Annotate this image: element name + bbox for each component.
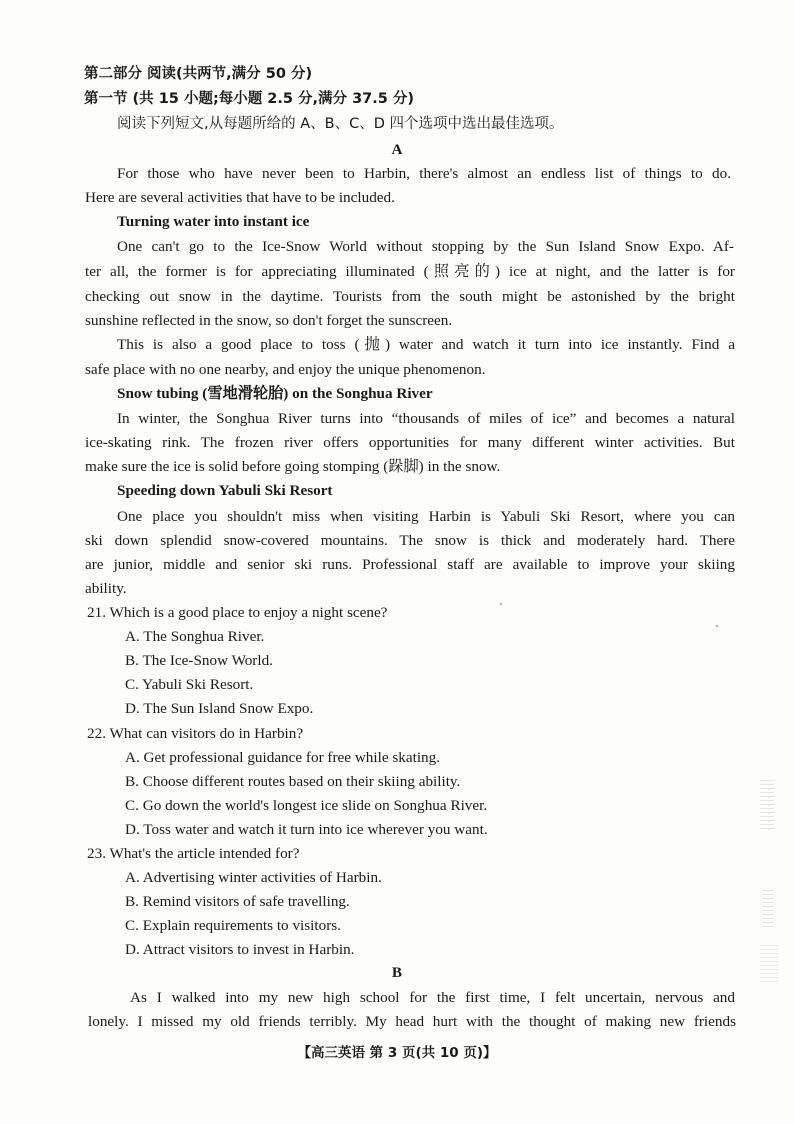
question-stem: 21. Which is a good place to enjoy a night scene? — [87, 604, 388, 621]
question-stem: 22. What can visitors do in Harbin? — [87, 725, 304, 742]
question-option[interactable]: B. Remind visitors of safe travelling. — [125, 893, 350, 910]
passage-a-line: sunshine reflected in the snow, so don't forget the sunscreen. — [85, 312, 453, 329]
passage-b-label: B — [391, 964, 403, 981]
passage-a-line: ability. — [85, 580, 127, 597]
passage-a-line: safe place with no one nearby, and enjoy the unique phenomenon. — [85, 361, 486, 378]
passage-a-line: checking out snow in the daytime. Tourists from the south might be astonished by the bright — [85, 288, 735, 305]
question-option[interactable]: B. Choose different routes based on their skiing ability. — [125, 773, 461, 790]
page-footer: 【高三英语 第 3 页(共 10 页)】 — [297, 1045, 497, 1061]
question-option[interactable]: D. The Sun Island Snow Expo. — [125, 700, 314, 717]
passage-a-line: In winter, the Songhua River turns into “thousands of miles of ice” and becomes a natural — [117, 410, 735, 427]
passage-a-label: A — [391, 141, 403, 158]
scan-noise — [762, 890, 774, 930]
part-title: 第二部分 阅读(共两节,满分 50 分) — [84, 66, 313, 82]
question-option[interactable]: D. Attract visitors to invest in Harbin. — [125, 941, 355, 958]
question-option[interactable]: C. Yabuli Ski Resort. — [125, 676, 254, 693]
passage-a-subheading: Speeding down Yabuli Ski Resort — [117, 482, 333, 499]
question-option[interactable]: C. Explain requirements to visitors. — [125, 917, 341, 934]
question-option[interactable]: D. Toss water and watch it turn into ice wherever you want. — [125, 821, 488, 838]
section-title: 第一节 (共 15 小题;每小题 2.5 分,满分 37.5 分) — [84, 91, 415, 107]
scan-speck — [500, 603, 502, 605]
scan-noise — [760, 945, 778, 985]
passage-a-line: ski down splendid snow-covered mountains. The snow is thick and moderately hard. There — [85, 532, 735, 549]
passage-a-line: One place you shouldn't miss when visiting Harbin is Yabuli Ski Resort, where you can — [117, 508, 735, 525]
passage-a-line: make sure the ice is solid before going stomping (跺脚) in the snow. — [85, 458, 501, 475]
question-option[interactable]: A. The Songhua River. — [125, 628, 265, 645]
passage-a-line: ter all, the former is for appreciating illuminated (照亮的) ice at night, and the latter is for — [85, 263, 735, 280]
question-option[interactable]: A. Get professional guidance for free while skating. — [125, 749, 441, 766]
passage-a-line: For those who have never been to Harbin, there's almost an endless list of things to do. — [117, 165, 731, 182]
instruction-text: 阅读下列短文,从每题所给的 A、B、C、D 四个选项中选出最佳选项。 — [117, 116, 564, 132]
passage-b-line: As I walked into my new high school for the first time, I felt uncertain, nervous and — [130, 989, 735, 1006]
passage-a-line: This is also a good place to toss (抛) water and watch it turn into ice instantly. Find a — [117, 336, 735, 353]
passage-a-subheading: Snow tubing (雪地滑轮胎) on the Songhua River — [117, 385, 433, 402]
passage-a-line: ice-skating rink. The frozen river offers opportunities for many different winter activities. But — [85, 434, 735, 451]
question-stem: 23. What's the article intended for? — [87, 845, 300, 862]
question-option[interactable]: B. The Ice-Snow World. — [125, 652, 273, 669]
passage-a-line: Here are several activities that have to be included. — [85, 189, 395, 206]
question-option[interactable]: C. Go down the world's longest ice slide on Songhua River. — [125, 797, 488, 814]
passage-a-line: are junior, middle and senior ski runs. Professional staff are available to improve your skiing — [85, 556, 735, 573]
passage-b-line: lonely. I missed my old friends terribly. My head hurt with the thought of making new friends — [88, 1013, 736, 1030]
scan-speck — [716, 625, 718, 627]
passage-a-line: One can't go to the Ice-Snow World without stopping by the Sun Island Snow Expo. Af- — [117, 238, 734, 255]
passage-a-subheading: Turning water into instant ice — [117, 213, 310, 230]
question-option[interactable]: A. Advertising winter activities of Harbin. — [125, 869, 382, 886]
scan-noise — [760, 780, 774, 830]
